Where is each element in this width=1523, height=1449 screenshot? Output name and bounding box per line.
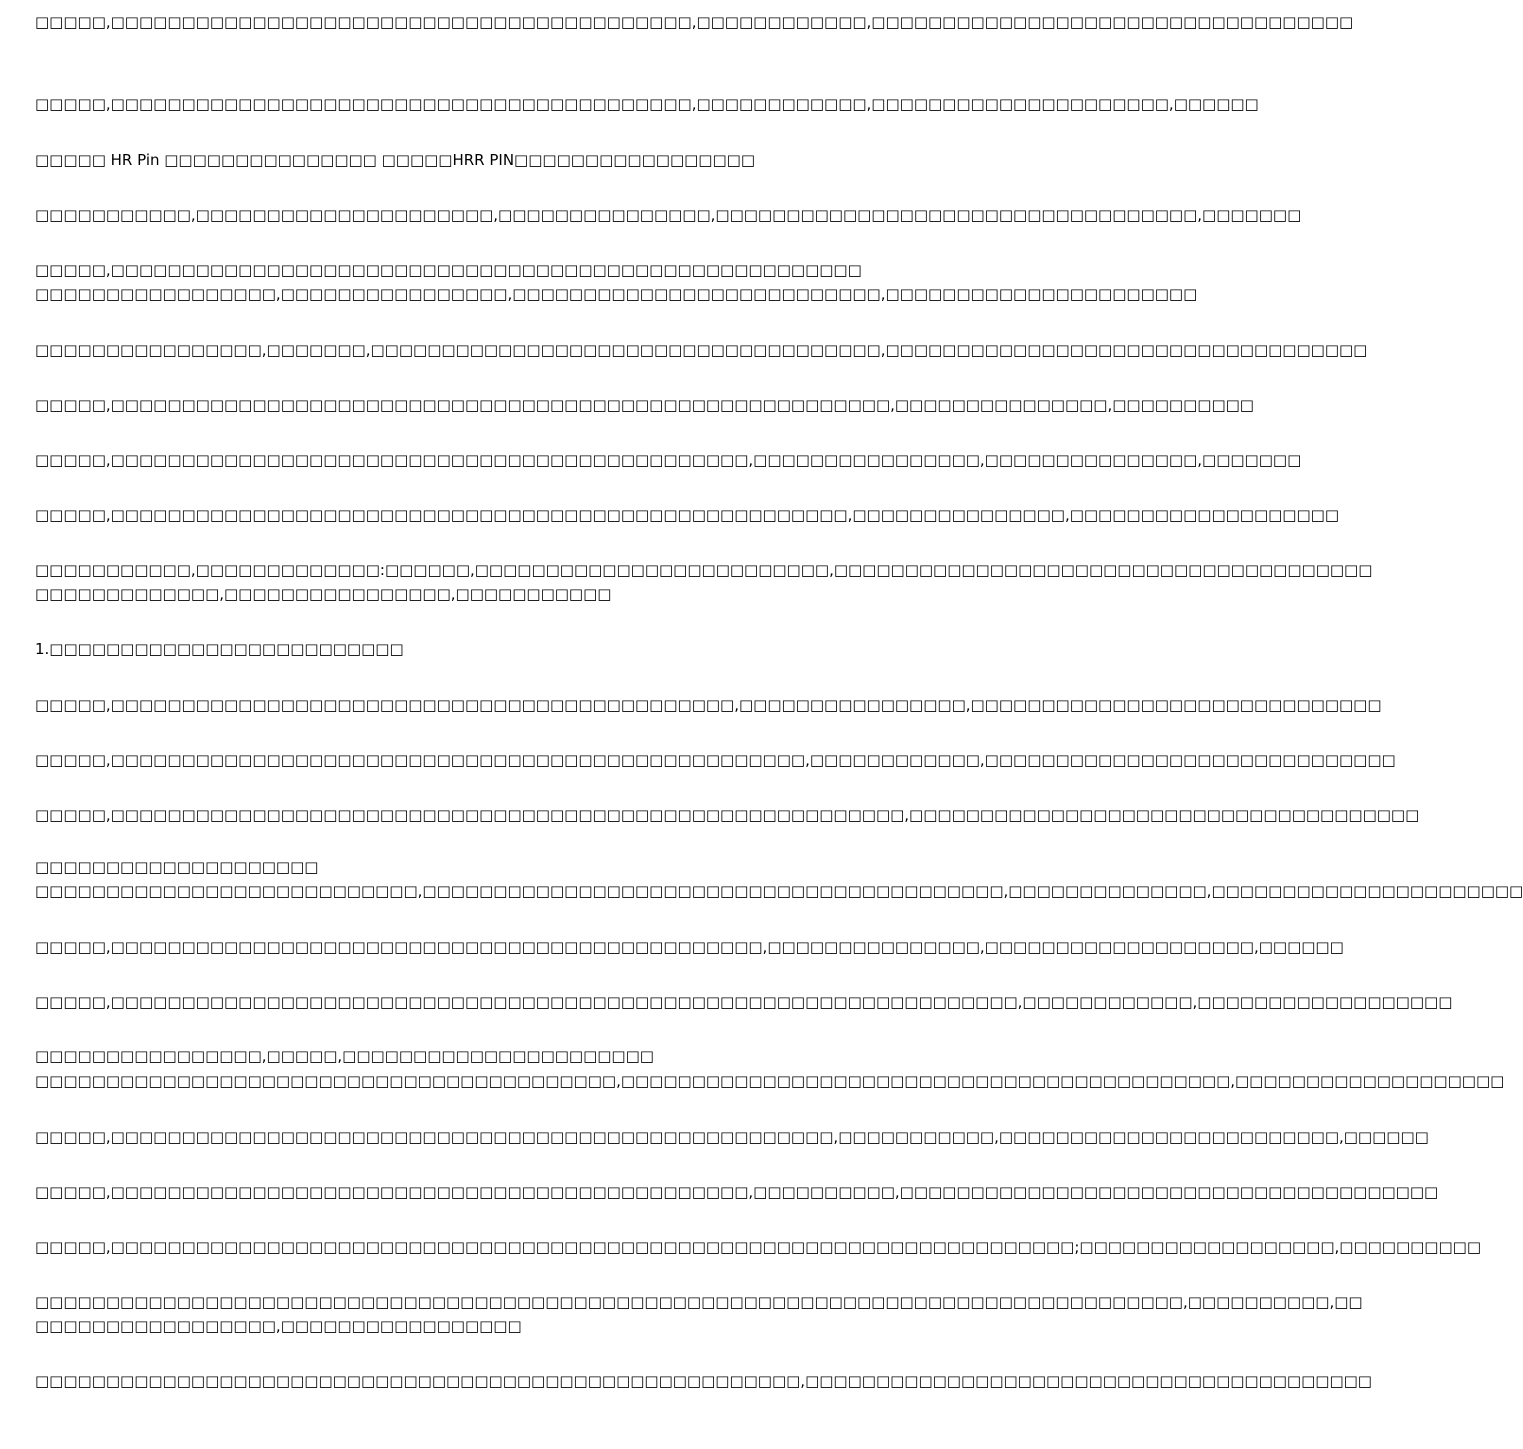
text-line: □□□□□□□□□□□□□□□□□□□□□□□□□□□□□□□□□□□□□□□□□□□□□□□□□□□□□□,□□□□□□□□□□□□□□□□□□□□□□□□□□□□□□□□□□□□□□□□ xyxy=(35,1372,1372,1390)
text-line: □□□□□□□□□□□□□□□□□,□□□□□□□□□□□□□□□□□ xyxy=(35,1317,522,1335)
text-line: □□□□□□□□□□□,□□□□□□□□□□□□□□□□□□□□□,□□□□□□□□□□□□□□□,□□□□□□□□□□□□□□□□□□□□□□□□□□□□□□□□□□,□□□□□□□ xyxy=(35,206,1302,224)
text-line: □□□□□□□□□□□,□□□□□□□□□□□□□:□□□□□□,□□□□□□□□□□□□□□□□□□□□□□□□□,□□□□□□□□□□□□□□□□□□□□□□□□□□□□□□□□□□□□□□ xyxy=(35,561,1373,579)
text-line: □□□□□,□□□□□□□□□□□□□□□□□□□□□□□□□□□□□□□□□□□□□□□□□,□□□□□□□□□□□□,□□□□□□□□□□□□□□□□□□□□□□□□□□□□□□□□□□ xyxy=(35,13,1354,31)
text-line: □□□□□,□□□□□□□□□□□□□□□□□□□□□□□□□□□□□□□□□□□□□□□□□□□□□□□□□□□□□□□□□□□□□□□□,□□□□□□□□□□□□,□□□□□□□□□□□□□□□□□□ xyxy=(35,993,1453,1011)
text-line: □□□□□,□□□□□□□□□□□□□□□□□□□□□□□□□□□□□□□□□□□□□□□□□□□□□□□□□□□□□□□□□□□□□□□□□□□□;□□□□□□□□□□□□□□□□□□,□□□□□□□□□□ xyxy=(35,1238,1481,1256)
text-line: □□□□□,□□□□□□□□□□□□□□□□□□□□□□□□□□□□□□□□□□□□□□□□□□□□□□,□□□□□□□□□□□□□□□,□□□□□□□□□□□□□□□□□□□,□□□□□□ xyxy=(35,938,1344,956)
text-line: □□□□□,□□□□□□□□□□□□□□□□□□□□□□□□□□□□□□□□□□□□□□□□□□□□,□□□□□□□□□□□□□□□□,□□□□□□□□□□□□□□□□□□□□□□□□□□□□□ xyxy=(35,696,1382,714)
text-line: □□□□□,□□□□□□□□□□□□□□□□□□□□□□□□□□□□□□□□□□□□□□□□□□□□□,□□□□□□□□□□,□□□□□□□□□□□□□□□□□□□□□□□□□□□□□□□□□□□□□□ xyxy=(35,1183,1439,1201)
text-line: □□□□□,□□□□□□□□□□□□□□□□□□□□□□□□□□□□□□□□□□□□□□□□□□□□□□□□□□□□,□□□□□□□□□□□□□□□,□□□□□□□□□□□□□□□□□□□ xyxy=(35,506,1339,524)
text-line: □□□□□,□□□□□□□□□□□□□□□□□□□□□□□□□□□□□□□□□□□□□□□□□□□□□□□□□□□□□□□,□□□□□□□□□□□□□□□,□□□□□□□□□□ xyxy=(35,396,1254,414)
text-line: □□□□□,□□□□□□□□□□□□□□□□□□□□□□□□□□□□□□□□□□□□□□□□□□□□□□□□□,□□□□□□□□□□□□,□□□□□□□□□□□□□□□□□□□□□□□□□□□□□ xyxy=(35,751,1396,769)
text-line: □□□□□□□□□□□□□□□□□□□□□□□□□□□□□□□□□□□□□□□□□□□□□□□□□□□□□□□□□□□□□□□□□□□□□□□□□□□□□□□□□,□□□□□□□□□□,□□ xyxy=(35,1293,1363,1311)
text-line: □□□□□□□□□□□□□□□□,□□□□□,□□□□□□□□□□□□□□□□□□□□□□ xyxy=(35,1047,654,1065)
text-line: □□□□□□□□□□□□□□□□□□□□ xyxy=(35,858,319,876)
text-line: □□□□□□□□□□□□□□□□□,□□□□□□□□□□□□□□□□,□□□□□□□□□□□□□□□□□□□□□□□□□□,□□□□□□□□□□□□□□□□□□□□□□ xyxy=(35,285,1198,303)
text-line: □□□□□ HR Pin □□□□□□□□□□□□□□□ □□□□□HRR PIN□□□□□□□□□□□□□□□□□ xyxy=(35,151,755,169)
text-line: □□□□□□□□□□□□□□□□,□□□□□□□,□□□□□□□□□□□□□□□□□□□□□□□□□□□□□□□□□□□□,□□□□□□□□□□□□□□□□□□□□□□□□□□□□□□□□□□ xyxy=(35,341,1368,359)
text-line: □□□□□□□□□□□□□,□□□□□□□□□□□□□□□□,□□□□□□□□□□□ xyxy=(35,585,612,603)
text-line: □□□□□□□□□□□□□□□□□□□□□□□□□□□□□□□□□□□□□□□□□,□□□□□□□□□□□□□□□□□□□□□□□□□□□□□□□□□□□□□□□□□□□,□□□□□□□□□□□□□□□□□□□ xyxy=(35,1072,1505,1090)
text-line: □□□□□□□□□□□□□□□□□□□□□□□□□□□,□□□□□□□□□□□□□□□□□□□□□□□□□□□□□□□□□□□□□□□□□,□□□□□□□□□□□□□□,□□□□□□□□□□□□□□□□□□□□□□ xyxy=(35,882,1523,900)
text-line: □□□□□,□□□□□□□□□□□□□□□□□□□□□□□□□□□□□□□□□□□□□□□□□□□□□□□□□□□,□□□□□□□□□□□,□□□□□□□□□□□□□□□□□□□□□□□□,□□□□□□ xyxy=(35,1128,1429,1146)
document-body xyxy=(35,0,1523,1449)
text-line: □□□□□,□□□□□□□□□□□□□□□□□□□□□□□□□□□□□□□□□□□□□□□□□,□□□□□□□□□□□□,□□□□□□□□□□□□□□□□□□□□□,□□□□□□ xyxy=(35,95,1259,113)
text-line: □□□□□,□□□□□□□□□□□□□□□□□□□□□□□□□□□□□□□□□□□□□□□□□□□□□,□□□□□□□□□□□□□□□□,□□□□□□□□□□□□□□□,□□□□□□□ xyxy=(35,451,1302,469)
text-line: 1.□□□□□□□□□□□□□□□□□□□□□□□□□ xyxy=(35,640,404,658)
text-line: □□□□□,□□□□□□□□□□□□□□□□□□□□□□□□□□□□□□□□□□□□□□□□□□□□□□□□□□□□□□□□,□□□□□□□□□□□□□□□□□□□□□□□□□□□□□□□□□□□□ xyxy=(35,806,1420,824)
text-line: □□□□□,□□□□□□□□□□□□□□□□□□□□□□□□□□□□□□□□□□□□□□□□□□□□□□□□□□□□□ xyxy=(35,261,862,279)
